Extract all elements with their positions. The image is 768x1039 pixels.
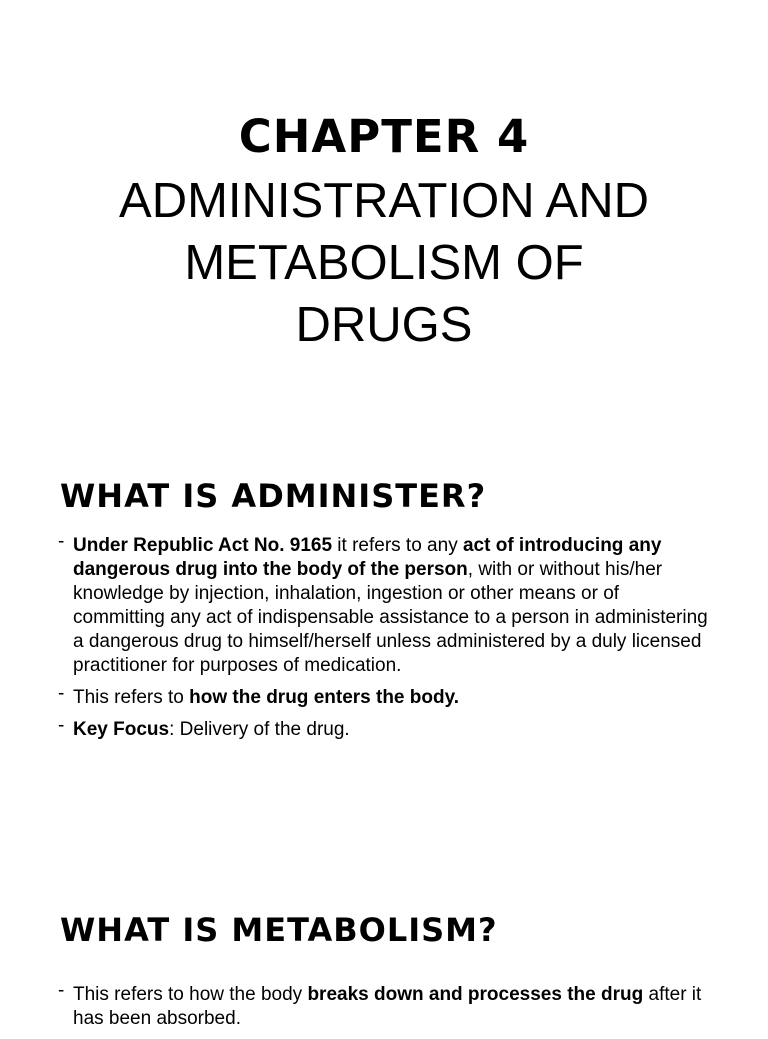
slide-title-line-3: DRUGS — [295, 298, 473, 352]
breakdown-emphasis: breaks down and processes the drug — [307, 984, 644, 1005]
list-item: - Under Republic Act No. 9165 it refers to any act of introducing any dangerous drug into the body of the person, with or without his/her knowledge by injection, inhalation, ingestion or other means or of committing any act of indispensable assistance to a person in administering a dangerous drug to himself/herself unless administered by a duly licensed practitioner for purposes of medication. — [58, 531, 708, 676]
bullet-dash: - — [58, 715, 65, 736]
bullet-dash: - — [58, 531, 65, 552]
list-item: - This refers to how the drug enters the body. — [58, 683, 460, 708]
republic-act-reference: Under Republic Act No. 9165 — [73, 535, 333, 556]
administer-heading: WHAT IS ADMINISTER? — [60, 477, 487, 515]
list-item: - This refers to how the body breaks down and processes the drug after it has been absorbed. — [58, 980, 702, 1029]
bullet-dash: - — [58, 980, 65, 1001]
metabolism-bullet-list — [58, 980, 708, 1039]
key-focus-label: Key Focus — [73, 719, 170, 740]
administer-bullet-list — [58, 531, 708, 750]
bullet-dash: - — [58, 683, 65, 704]
list-item: - Key Focus: Delivery of the drug. — [58, 715, 350, 740]
slide-title-line-1: ADMINISTRATION AND — [119, 174, 649, 228]
slide-title-line-2: METABOLISM OF — [184, 236, 584, 290]
definition-emphasis: act of introducing any dangerous drug into the body of the person — [73, 535, 662, 580]
chapter-label: CHAPTER 4 — [238, 110, 530, 163]
entry-emphasis: how the drug enters the body. — [189, 687, 460, 708]
metabolism-heading: WHAT IS METABOLISM? — [60, 911, 498, 949]
